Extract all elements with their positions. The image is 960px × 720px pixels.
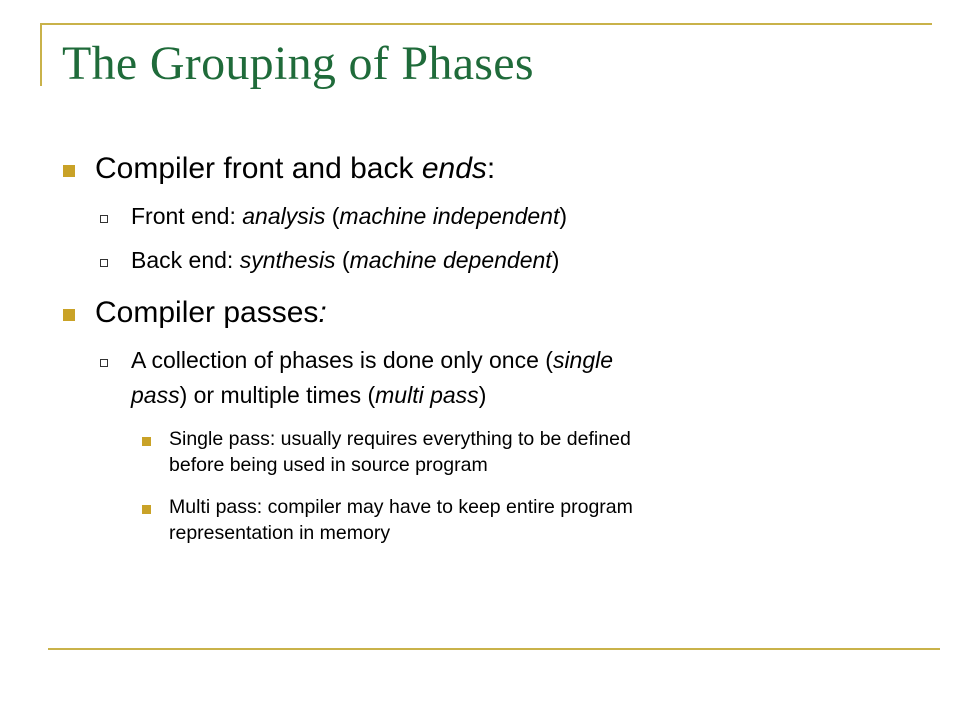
multi-pass-line1: Multi pass: compiler may have to keep entire program [169,496,633,518]
multi-pass-line2: representation in memory [169,522,391,544]
bullet-1-text [95,152,495,186]
bottom-rule [48,648,940,650]
sub-bullet-passes-line2: pass) or multiple times (multi pass) [131,382,487,408]
bullet-2-text [95,296,327,330]
sub-bullet-front-end: Front end: analysis (machine independent) [131,203,568,229]
bullet-square-icon [63,309,75,321]
bullet-2-em: : [318,296,327,329]
bullet-1-tail: : [486,152,496,185]
slide-title: The Grouping of Phases [62,37,534,90]
left-rule [40,23,42,86]
sub-bullet-hollow-square-icon [100,359,108,367]
sub-bullet-hollow-square-icon [100,215,108,223]
sub-bullet-back-end: Back end: synthesis (machine dependent) [131,247,560,273]
top-rule [40,23,932,25]
bullet-2-plain: Compiler passes [95,296,319,329]
sub-sub-bullet-square-icon [142,437,151,446]
sub-bullet-hollow-square-icon [100,259,108,267]
sub-bullet-passes-line1: A collection of phases is done only once (single [131,347,614,373]
bullet-square-icon [63,165,75,177]
bullet-1-plain: Compiler front and back [95,152,422,185]
sub-sub-bullet-square-icon [142,505,151,514]
bullet-1-em: ends [421,152,487,185]
single-pass-line1: Single pass: usually requires everything to be defined [169,428,631,450]
single-pass-line2: before being used in source program [169,454,488,476]
